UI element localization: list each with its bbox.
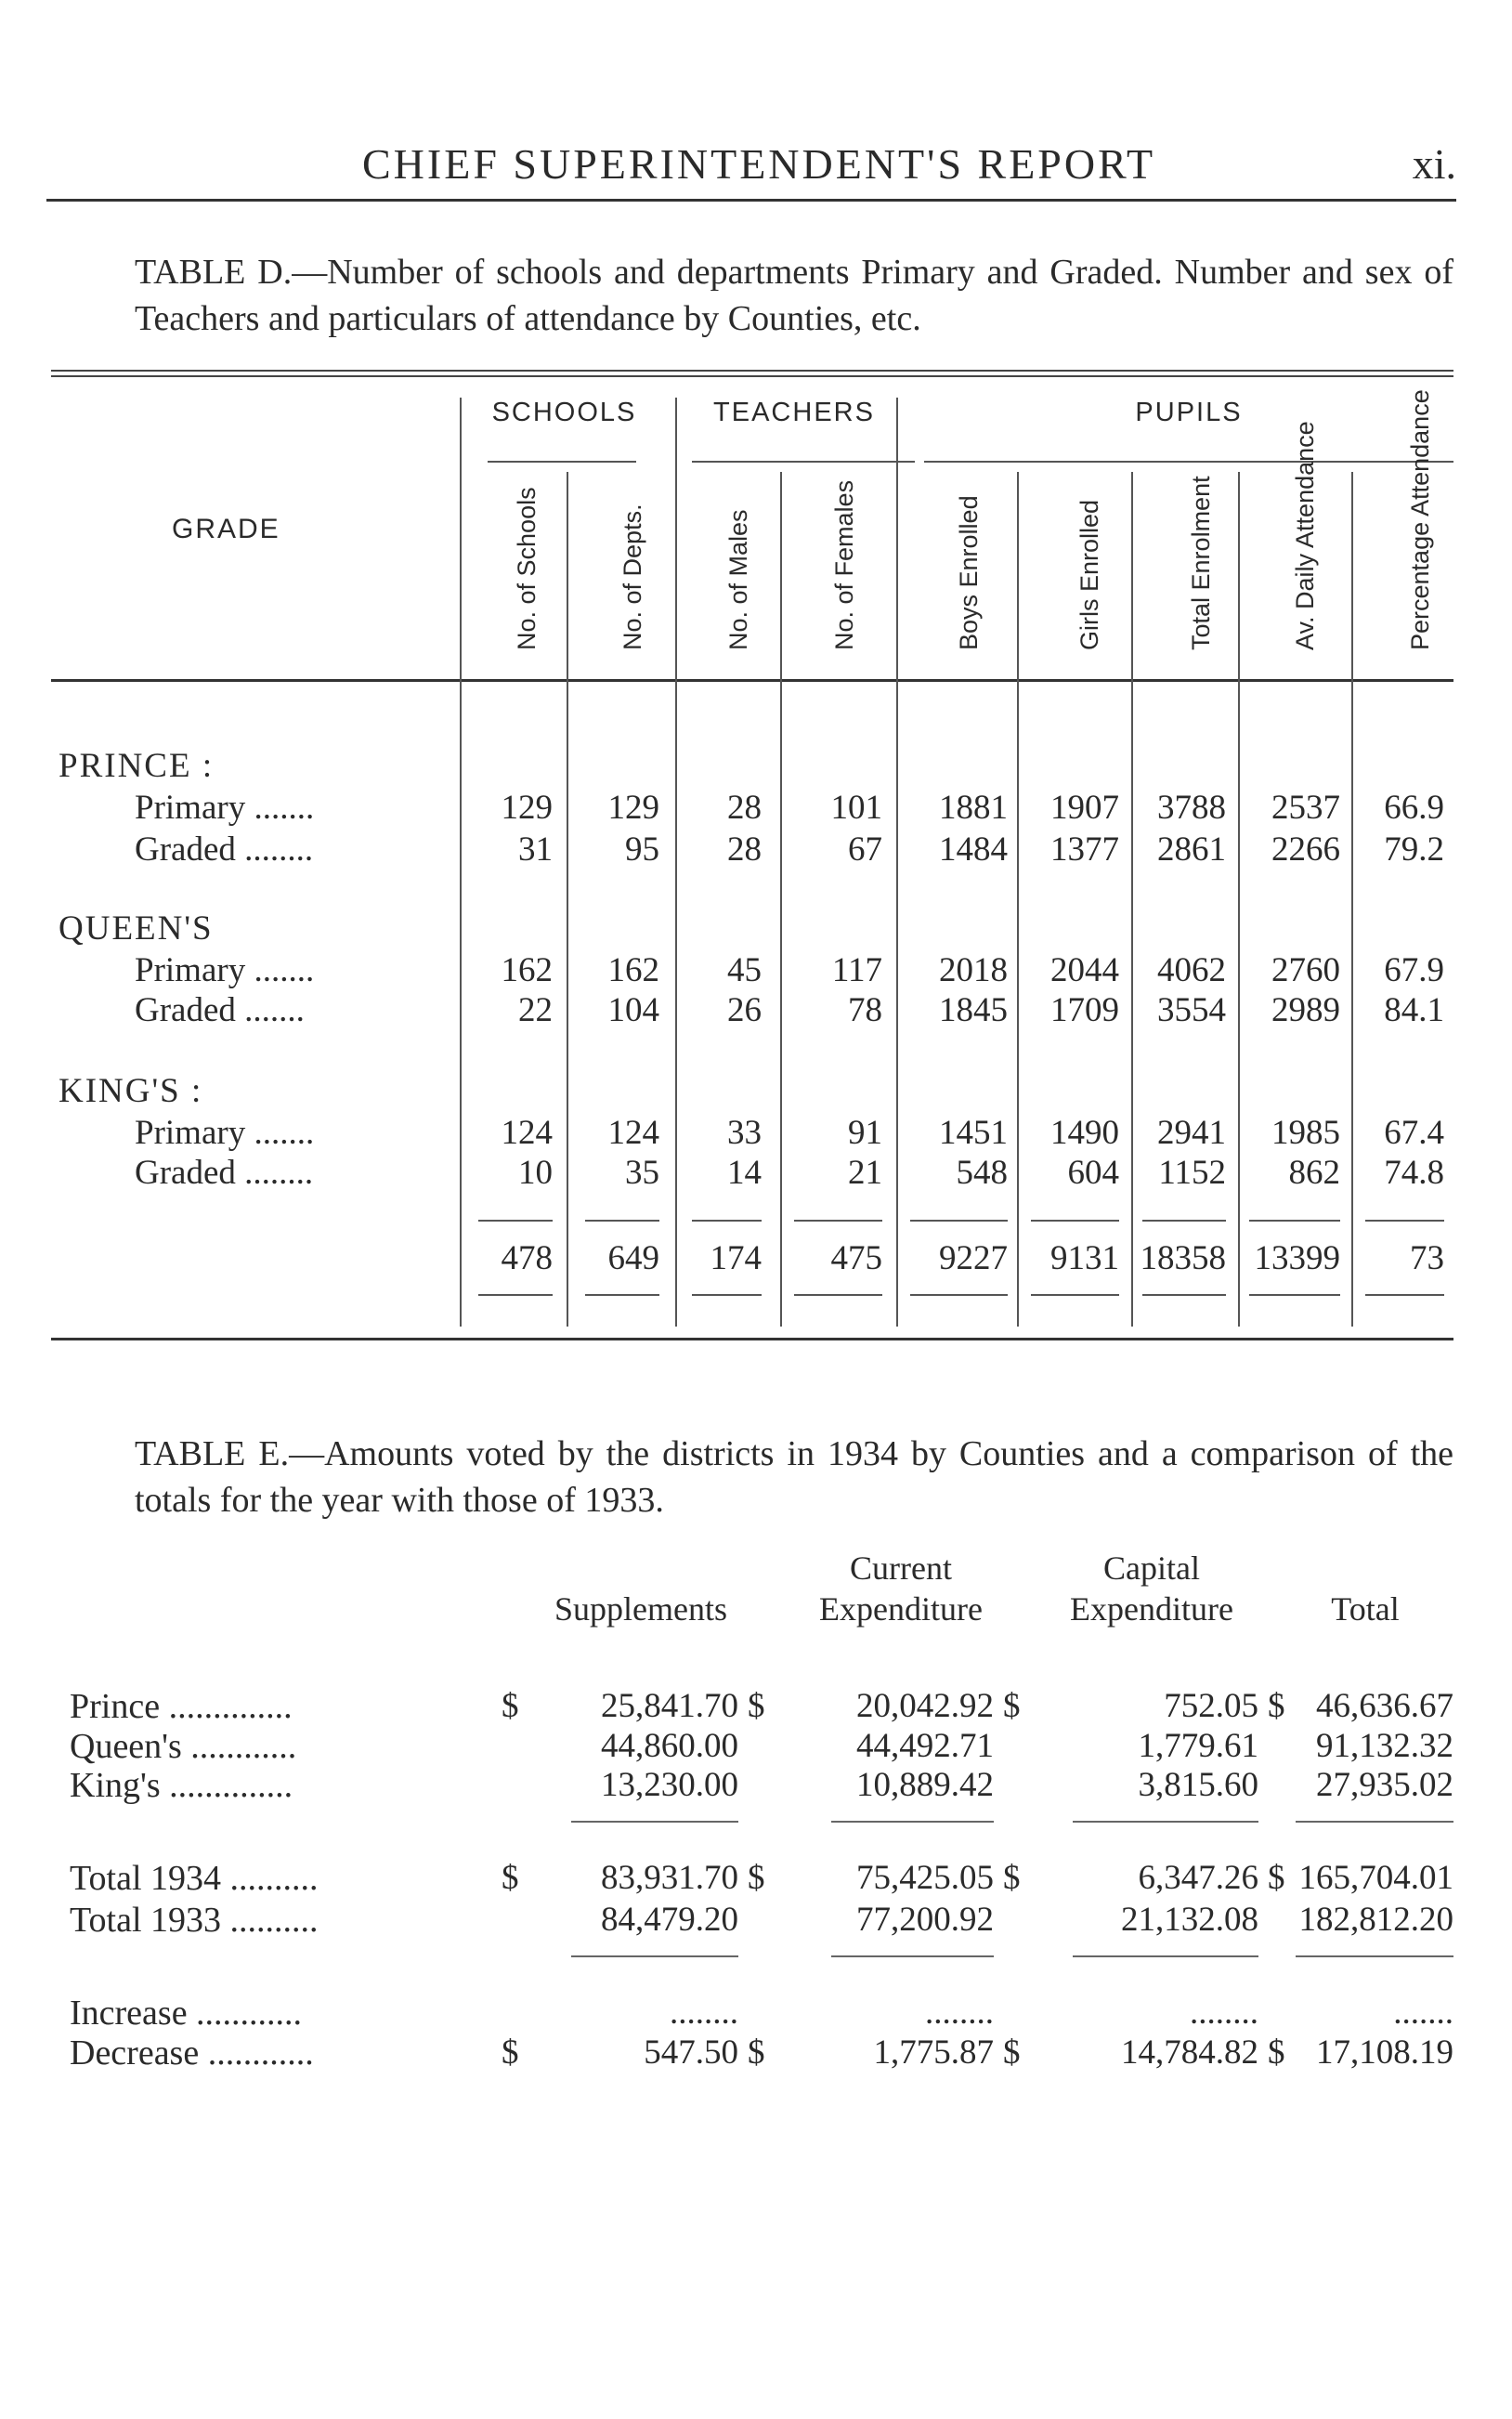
amount-value: 547.50 — [644, 2033, 738, 2072]
header-supplements: Supplements — [554, 1590, 727, 1628]
cell-value: 101 — [830, 789, 882, 827]
cell-value: 548 — [956, 1154, 1008, 1192]
total-value: 9227 — [939, 1239, 1008, 1277]
row-label: Graded ........ — [135, 830, 314, 869]
cell-value: 124 — [607, 1114, 659, 1152]
amount-value: 3,815.60 — [1138, 1766, 1258, 1804]
table-d-top-rule — [51, 370, 1453, 372]
total-rule — [1365, 1220, 1444, 1222]
total-value: 174 — [710, 1239, 762, 1277]
total-rule — [794, 1294, 882, 1296]
cell-value: 66.9 — [1384, 789, 1444, 827]
cell-value: 33 — [727, 1114, 762, 1152]
amount-value: ....... — [1393, 1994, 1453, 2032]
cell-value: 1709 — [1050, 991, 1119, 1029]
cell-value: 162 — [501, 951, 553, 989]
col-no-of-schools: No. of Schools — [513, 487, 541, 650]
cell-value: 1985 — [1271, 1114, 1340, 1152]
cell-value: 1484 — [939, 830, 1008, 869]
header-current-2: Expenditure — [819, 1590, 983, 1628]
cell-value: 1490 — [1050, 1114, 1119, 1152]
row-label: Prince .............. — [70, 1687, 293, 1726]
row-label: Graded ........ — [135, 1154, 314, 1192]
vline — [1351, 472, 1353, 1327]
total-rule — [1365, 1294, 1444, 1296]
cell-value: 1152 — [1158, 1154, 1226, 1192]
total-value: 73 — [1410, 1239, 1444, 1277]
row-label: Total 1934 .......... — [70, 1859, 319, 1898]
currency-symbol: $ — [1003, 1687, 1021, 1725]
cell-value: 26 — [727, 991, 762, 1029]
table-e-caption: TABLE E.—Amounts voted by the districts in 1934 by Counties and a comparison of the totals for the year with those of 1933. — [135, 1434, 1453, 1520]
row-label: Graded ....... — [135, 991, 305, 1029]
amount-value: 14,784.82 — [1121, 2033, 1258, 2072]
row-label: Primary ....... — [135, 789, 315, 827]
cell-value: 35 — [625, 1154, 659, 1192]
col-girls-enrolled: Girls Enrolled — [1075, 499, 1103, 650]
amount-value: ........ — [925, 1994, 994, 2032]
cell-value: 1881 — [939, 789, 1008, 827]
cell-value: 45 — [727, 951, 762, 989]
total-rule — [1142, 1220, 1226, 1222]
table-d-top-rule-2 — [51, 375, 1453, 377]
teachers-underline — [692, 461, 915, 463]
row-label: Queen's ............ — [70, 1727, 297, 1766]
amount-value: 46,636.67 — [1316, 1687, 1453, 1725]
total-rule — [1249, 1294, 1340, 1296]
col-no-of-depts: No. of Depts. — [619, 503, 646, 650]
cell-value: 31 — [518, 830, 553, 869]
cell-value: 162 — [607, 951, 659, 989]
amount-value: 752.05 — [1164, 1687, 1258, 1725]
cell-value: 3788 — [1157, 789, 1226, 827]
total-rule — [585, 1294, 659, 1296]
cell-value: 862 — [1288, 1154, 1340, 1192]
cell-value: 95 — [625, 830, 659, 869]
row-label: Primary ....... — [135, 1114, 315, 1152]
currency-symbol: $ — [748, 1687, 765, 1725]
cell-value: 2266 — [1271, 830, 1340, 869]
cell-value: 129 — [607, 789, 659, 827]
cell-value: 84.1 — [1384, 991, 1444, 1029]
currency-symbol: $ — [1268, 2033, 1285, 2072]
sum-rule — [831, 1821, 994, 1823]
amount-value: 84,479.20 — [601, 1901, 738, 1939]
col-no-of-females: No. of Females — [830, 479, 858, 650]
sum-rule — [1073, 1955, 1258, 1957]
table-d-bottom-rule — [51, 1338, 1453, 1340]
cell-value: 2861 — [1157, 830, 1226, 869]
table-d-caption: TABLE D.—Number of schools and departments Primary and Graded. Number and sex of Teachers and particulars of attendance by Counties, etc. — [135, 253, 1453, 338]
amount-value: 25,841.70 — [601, 1687, 738, 1725]
amount-value: 1,775.87 — [873, 2033, 994, 2072]
vline — [1131, 472, 1133, 1327]
currency-symbol: $ — [502, 1859, 519, 1897]
cell-value: 4062 — [1157, 951, 1226, 989]
header-capital-1: Capital — [1103, 1549, 1200, 1587]
cell-value: 2989 — [1271, 991, 1340, 1029]
currency-symbol: $ — [1003, 1859, 1021, 1897]
sum-rule — [831, 1955, 994, 1957]
header-total: Total — [1331, 1590, 1400, 1628]
total-rule — [1031, 1294, 1119, 1296]
row-label: Primary ....... — [135, 951, 315, 989]
pupils-underline — [924, 461, 1453, 463]
total-rule — [1031, 1220, 1119, 1222]
cell-value: 1451 — [939, 1114, 1008, 1152]
vline — [567, 472, 568, 1327]
row-label: Increase ............ — [70, 1994, 303, 2033]
amount-value: 182,812.20 — [1298, 1901, 1453, 1939]
header-bottom-rule — [51, 679, 1453, 682]
col-total-enrolment: Total Enrolment — [1187, 476, 1215, 650]
total-rule — [692, 1294, 762, 1296]
cell-value: 14 — [727, 1154, 762, 1192]
county-prince: PRINCE : — [59, 747, 215, 785]
amount-value: 17,108.19 — [1316, 2033, 1453, 2072]
total-rule — [910, 1294, 1008, 1296]
group-teachers: TEACHERS — [713, 398, 875, 427]
currency-symbol: $ — [1268, 1859, 1285, 1897]
running-title: CHIEF SUPERINTENDENT'S REPORT — [362, 140, 1156, 188]
vline — [1017, 472, 1019, 1327]
cell-value: 2537 — [1271, 789, 1340, 827]
cell-value: 2941 — [1157, 1114, 1226, 1152]
amount-value: 6,347.26 — [1138, 1859, 1258, 1897]
total-rule — [585, 1220, 659, 1222]
amount-value: 27,935.02 — [1316, 1766, 1453, 1804]
col-boys-enrolled: Boys Enrolled — [955, 495, 983, 650]
col-av-daily-attendance: Av. Daily Attendance — [1291, 421, 1319, 650]
sum-rule — [1296, 1955, 1453, 1957]
amount-value: 21,132.08 — [1121, 1901, 1258, 1939]
cell-value: 78 — [848, 991, 882, 1029]
amount-value: 91,132.32 — [1316, 1727, 1453, 1765]
amount-value: 83,931.70 — [601, 1859, 738, 1897]
county-kings: KING'S : — [59, 1072, 203, 1110]
county-queens: QUEEN'S — [59, 909, 214, 948]
cell-value: 1845 — [939, 991, 1008, 1029]
amount-value: 20,042.92 — [856, 1687, 994, 1725]
cell-value: 3554 — [1157, 991, 1226, 1029]
amount-value: ........ — [670, 1994, 738, 2032]
amount-value: 77,200.92 — [856, 1901, 994, 1939]
cell-value: 129 — [501, 789, 553, 827]
sum-rule — [1073, 1821, 1258, 1823]
currency-symbol: $ — [502, 1687, 519, 1725]
header-current-1: Current — [850, 1549, 952, 1587]
currency-symbol: $ — [1268, 1687, 1285, 1725]
amount-value: 44,860.00 — [601, 1727, 738, 1765]
amount-value: 75,425.05 — [856, 1859, 994, 1897]
currency-symbol: $ — [502, 2033, 519, 2072]
currency-symbol: $ — [748, 1859, 765, 1897]
cell-value: 117 — [831, 951, 882, 989]
amount-value: 44,492.71 — [856, 1727, 994, 1765]
cell-value: 28 — [727, 830, 762, 869]
amount-value: 10,889.42 — [856, 1766, 994, 1804]
total-value: 478 — [501, 1239, 553, 1277]
sum-rule — [571, 1821, 738, 1823]
cell-value: 67 — [848, 830, 882, 869]
currency-symbol: $ — [1003, 2033, 1021, 2072]
sum-rule — [1296, 1821, 1453, 1823]
group-schools: SCHOOLS — [491, 398, 637, 427]
cell-value: 91 — [848, 1114, 882, 1152]
page-number: xi. — [1412, 140, 1456, 188]
page-header — [56, 139, 1456, 204]
header-rule — [46, 199, 1456, 202]
group-pupils: PUPILS — [1135, 398, 1243, 427]
header-capital-2: Expenditure — [1070, 1590, 1233, 1628]
total-rule — [910, 1220, 1008, 1222]
cell-value: 21 — [848, 1154, 882, 1192]
cell-value: 2018 — [939, 951, 1008, 989]
table-d — [51, 370, 1453, 1345]
cell-value: 22 — [518, 991, 553, 1029]
currency-symbol: $ — [748, 2033, 765, 2072]
total-rule — [794, 1220, 882, 1222]
total-rule — [1142, 1294, 1226, 1296]
total-value: 649 — [607, 1239, 659, 1277]
cell-value: 604 — [1067, 1154, 1119, 1192]
amount-value: ........ — [1190, 1994, 1258, 2032]
cell-value: 67.9 — [1384, 951, 1444, 989]
total-value: 18358 — [1140, 1239, 1226, 1277]
grade-header: GRADE — [172, 514, 280, 544]
schools-underline — [488, 461, 636, 463]
table-e — [51, 1542, 1453, 2072]
total-rule — [692, 1220, 762, 1222]
total-value: 475 — [830, 1239, 882, 1277]
sum-rule — [571, 1955, 738, 1957]
row-label: Decrease ............ — [70, 2033, 314, 2072]
total-value: 13399 — [1254, 1239, 1340, 1277]
cell-value: 10 — [518, 1154, 553, 1192]
cell-value: 2760 — [1271, 951, 1340, 989]
total-rule — [478, 1220, 553, 1222]
cell-value: 67.4 — [1384, 1114, 1444, 1152]
cell-value: 28 — [727, 789, 762, 827]
row-label: King's .............. — [70, 1766, 293, 1805]
cell-value: 1377 — [1050, 830, 1119, 869]
cell-value: 2044 — [1050, 951, 1119, 989]
amount-value: 13,230.00 — [601, 1766, 738, 1804]
col-no-of-males: No. of Males — [724, 509, 752, 650]
cell-value: 124 — [501, 1114, 553, 1152]
total-rule — [478, 1294, 553, 1296]
cell-value: 104 — [607, 991, 659, 1029]
amount-value: 165,704.01 — [1298, 1859, 1453, 1897]
vline — [780, 472, 782, 1327]
total-value: 9131 — [1050, 1239, 1119, 1277]
amount-value: 1,779.61 — [1138, 1727, 1258, 1765]
cell-value: 79.2 — [1384, 830, 1444, 869]
vline — [1238, 472, 1240, 1327]
total-rule — [1249, 1220, 1340, 1222]
col-percentage-attendance: Percentage Attendance — [1406, 389, 1434, 650]
cell-value: 1907 — [1050, 789, 1119, 827]
row-label: Total 1933 .......... — [70, 1901, 319, 1940]
cell-value: 74.8 — [1384, 1154, 1444, 1192]
